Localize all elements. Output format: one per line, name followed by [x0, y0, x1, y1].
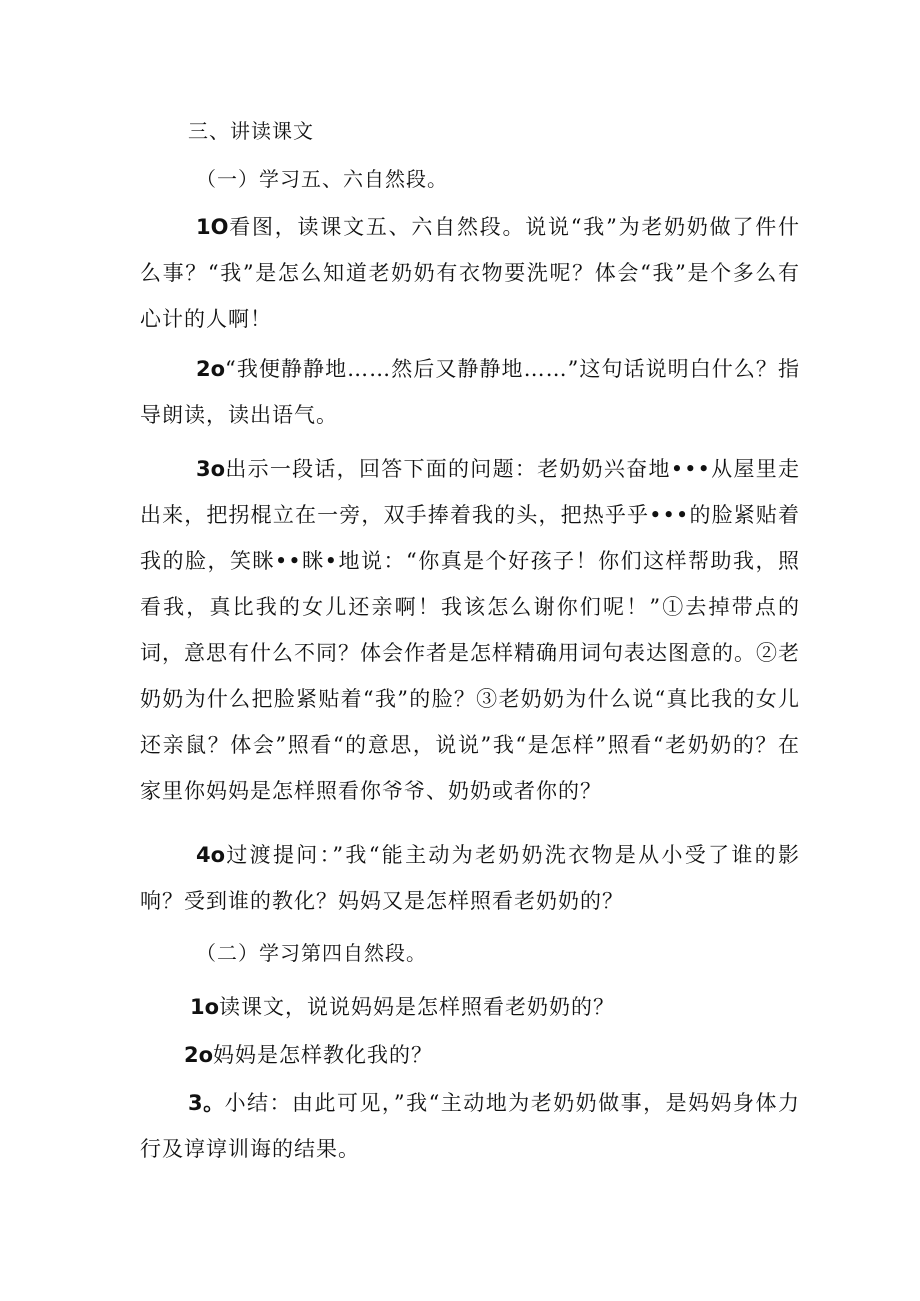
part2-item-2: [140, 1032, 800, 1078]
item-number: 2o: [184, 1043, 214, 1067]
item-text: 看图，读课文五、六自然段。说说“我”为老奶奶做了件什么事？“我”是怎么知道老奶奶有衣物要洗呢？体会“我”是个多么有心计的人啊！: [140, 215, 800, 331]
part1-item-1: [140, 204, 800, 342]
part2-heading: （二）学习第四自然段。: [196, 941, 427, 965]
item-number: 1O: [196, 215, 229, 239]
part2-item-3: [140, 1080, 800, 1172]
item-number: 3。: [188, 1091, 225, 1115]
item-text: 妈妈是怎样教化我的？: [213, 1043, 434, 1067]
item-number: 4o: [196, 843, 226, 867]
part1-item-2: [140, 346, 800, 438]
item-text: 过渡提问：”我“能主动为老奶奶洗衣物是从小受了谁的影响？受到谁的教化？妈妈又是怎样照看老奶奶的？: [140, 843, 800, 913]
part2-item-1: [140, 984, 800, 1030]
item-text: 出示一段话，回答下面的问题：老奶奶兴奋地•••从屋里走出来，把拐棍立在一旁，双手捧着我的头，把热乎乎•••的脸紧贴着我的脸，笑眯••眯•地说：“你真是个好孩子！你们这样帮助我，照看我，真比我的女儿还亲啊！我该怎么谢你们呢！”①去掉带点的词，意思有什么不同？体会作者是怎样精确用词句表达图意的。②老奶奶为什么把脸紧贴着“我”的脸？③老奶奶为什么说“真比我的女儿还亲鼠？体会”照看“的意思，说说”我“是怎样”照看“老奶奶的？在家里你妈妈是怎样照看你爷爷、奶奶或者你的？: [140, 457, 800, 803]
part1-item-4: [140, 832, 800, 924]
part1-item-3: [140, 446, 800, 814]
item-text: “我便静静地……然后又静静地……”这句话说明白什么？指导朗读，读出语气。: [140, 357, 800, 427]
item-text: 读课文，说说妈妈是怎样照看老奶奶的？: [219, 995, 616, 1019]
item-text: 小结：由此可见，”我“主动地为老奶奶做事，是妈妈身体力行及谆谆训诲的结果。: [140, 1091, 800, 1161]
item-number: 3o: [196, 457, 226, 481]
section-heading: 三、讲读课文: [188, 119, 314, 143]
item-number: 1o: [190, 995, 220, 1019]
part1-heading: （一）学习五、六自然段。: [196, 167, 448, 191]
item-number: 2o: [196, 357, 226, 381]
